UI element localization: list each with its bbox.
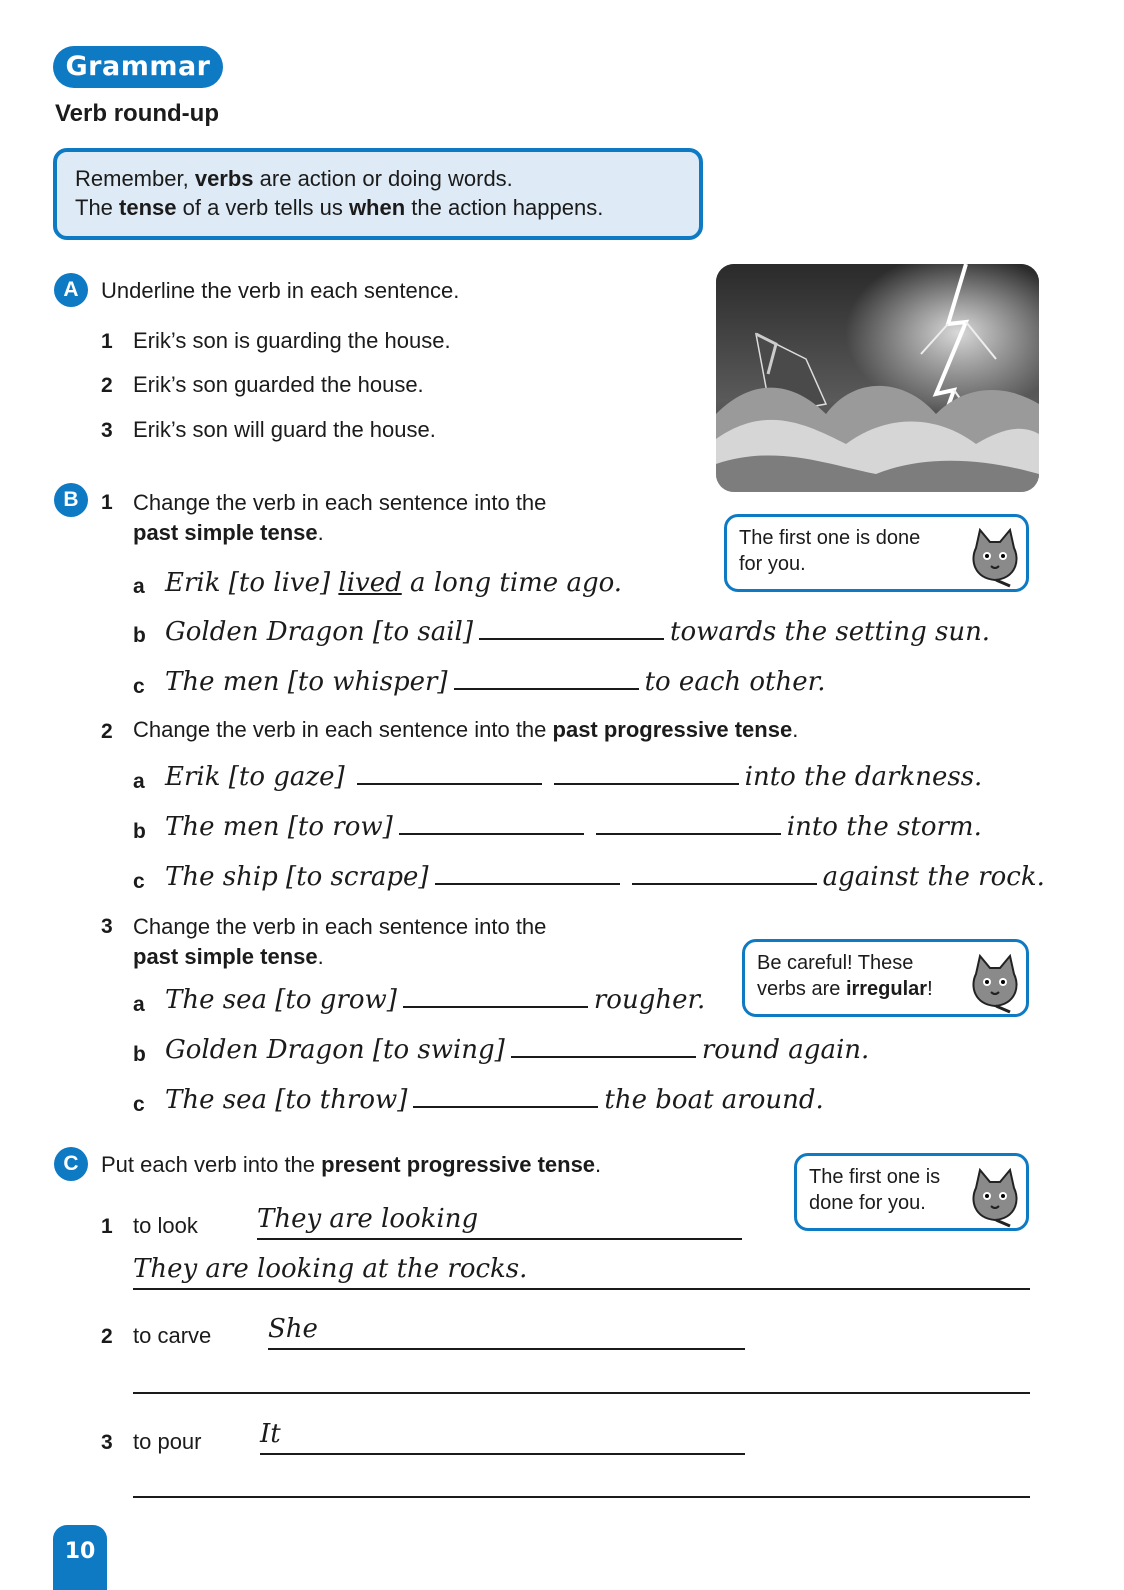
- b-item-sentence: The men [to row] into the storm.: [165, 812, 982, 842]
- c-item-number: 2: [101, 1325, 113, 1348]
- remember-box: [53, 148, 703, 240]
- b-item-letter: c: [133, 1093, 145, 1116]
- section-b-badge: B: [54, 483, 88, 517]
- example-answer: lived: [338, 568, 402, 598]
- c-item-answer-line[interactable]: They are looking at the rocks.: [133, 1254, 1030, 1290]
- tip-bubble-first-done: The first one is done for you.: [794, 1153, 1029, 1231]
- c-item-number: 1: [101, 1215, 113, 1238]
- b-question-number: 3: [101, 915, 113, 938]
- section-c-badge: C: [54, 1147, 88, 1181]
- tip-bubble-first-done: The first one is done for you.: [724, 514, 1029, 592]
- c-item-verb: to carve: [133, 1323, 212, 1348]
- cat-mascot-icon: [966, 528, 1024, 592]
- b-item-sentence: Erik [to live] lived a long time ago.: [165, 568, 623, 598]
- answer-blank[interactable]: [403, 986, 588, 1008]
- remember-line-2: The tense of a verb tells us when the action happens.: [75, 195, 604, 220]
- c-item-start-line[interactable]: It: [260, 1419, 745, 1455]
- b-question-number: 1: [101, 491, 113, 514]
- a-item-number: 1: [101, 330, 113, 353]
- cat-mascot-icon: [966, 1168, 1024, 1232]
- b-item-sentence: The sea [to grow] rougher.: [165, 985, 706, 1015]
- b-q2-instruction: Change the verb in each sentence into the past progressive tense.: [133, 717, 799, 742]
- a-item-sentence[interactable]: Erik’s son is guarding the house.: [133, 328, 451, 353]
- c-item-answer-line[interactable]: [133, 1360, 1030, 1394]
- b-question-number: 2: [101, 720, 113, 743]
- b-item-letter: b: [133, 820, 146, 843]
- answer-blank[interactable]: [511, 1036, 696, 1058]
- page-number: 10: [53, 1525, 107, 1590]
- answer-blank[interactable]: [413, 1086, 598, 1108]
- answer-blank[interactable]: [554, 763, 739, 785]
- b-item-sentence: Golden Dragon [to sail] towards the setting sun.: [165, 617, 991, 647]
- b-item-letter: c: [133, 675, 145, 698]
- c-item-number: 3: [101, 1431, 113, 1454]
- section-a-instruction: Underline the verb in each sentence.: [101, 278, 460, 303]
- b-item-sentence: Erik [to gaze] into the darkness.: [165, 762, 983, 792]
- section-c-instruction: Put each verb into the present progressive tense.: [101, 1152, 602, 1177]
- b-item-sentence: Golden Dragon [to swing] round again.: [165, 1035, 870, 1065]
- section-label: Grammar: [53, 46, 223, 88]
- b-item-sentence: The men [to whisper] to each other.: [165, 667, 826, 697]
- c-item-verb: to look: [133, 1213, 198, 1238]
- b-q1-instruction: Change the verb in each sentence into the past simple tense.: [133, 490, 547, 545]
- b-item-sentence: The sea [to throw] the boat around.: [165, 1085, 824, 1115]
- answer-blank[interactable]: [435, 863, 620, 885]
- c-item-start-line[interactable]: She: [268, 1314, 745, 1350]
- b-item-letter: b: [133, 1043, 146, 1066]
- storm-ship-illustration: [716, 264, 1039, 492]
- b-item-letter: a: [133, 993, 145, 1016]
- remember-line-1: Remember, verbs are action or doing words.: [75, 166, 513, 191]
- b-q3-instruction: Change the verb in each sentence into the past simple tense.: [133, 914, 547, 969]
- tip-bubble-irregular: Be careful! These verbs are irregular!: [742, 939, 1029, 1017]
- answer-blank[interactable]: [596, 813, 781, 835]
- b-item-letter: c: [133, 870, 145, 893]
- b-item-letter: b: [133, 624, 146, 647]
- section-a-badge: A: [54, 273, 88, 307]
- c-item-start-line[interactable]: They are looking: [257, 1204, 742, 1240]
- b-item-letter: a: [133, 575, 145, 598]
- cat-mascot-icon: [966, 954, 1024, 1018]
- c-item-answer-line[interactable]: [133, 1464, 1030, 1498]
- answer-blank[interactable]: [479, 618, 664, 640]
- a-item-number: 2: [101, 374, 113, 397]
- answer-blank[interactable]: [357, 763, 542, 785]
- c-item-verb: to pour: [133, 1429, 202, 1454]
- answer-blank[interactable]: [454, 668, 639, 690]
- a-item-sentence[interactable]: Erik’s son guarded the house.: [133, 372, 424, 397]
- answer-blank[interactable]: [399, 813, 584, 835]
- a-item-sentence[interactable]: Erik’s son will guard the house.: [133, 417, 436, 442]
- page-title: Verb round-up: [55, 100, 219, 127]
- b-item-sentence: The ship [to scrape] against the rock.: [165, 862, 1045, 892]
- answer-blank[interactable]: [632, 863, 817, 885]
- b-item-letter: a: [133, 770, 145, 793]
- a-item-number: 3: [101, 419, 113, 442]
